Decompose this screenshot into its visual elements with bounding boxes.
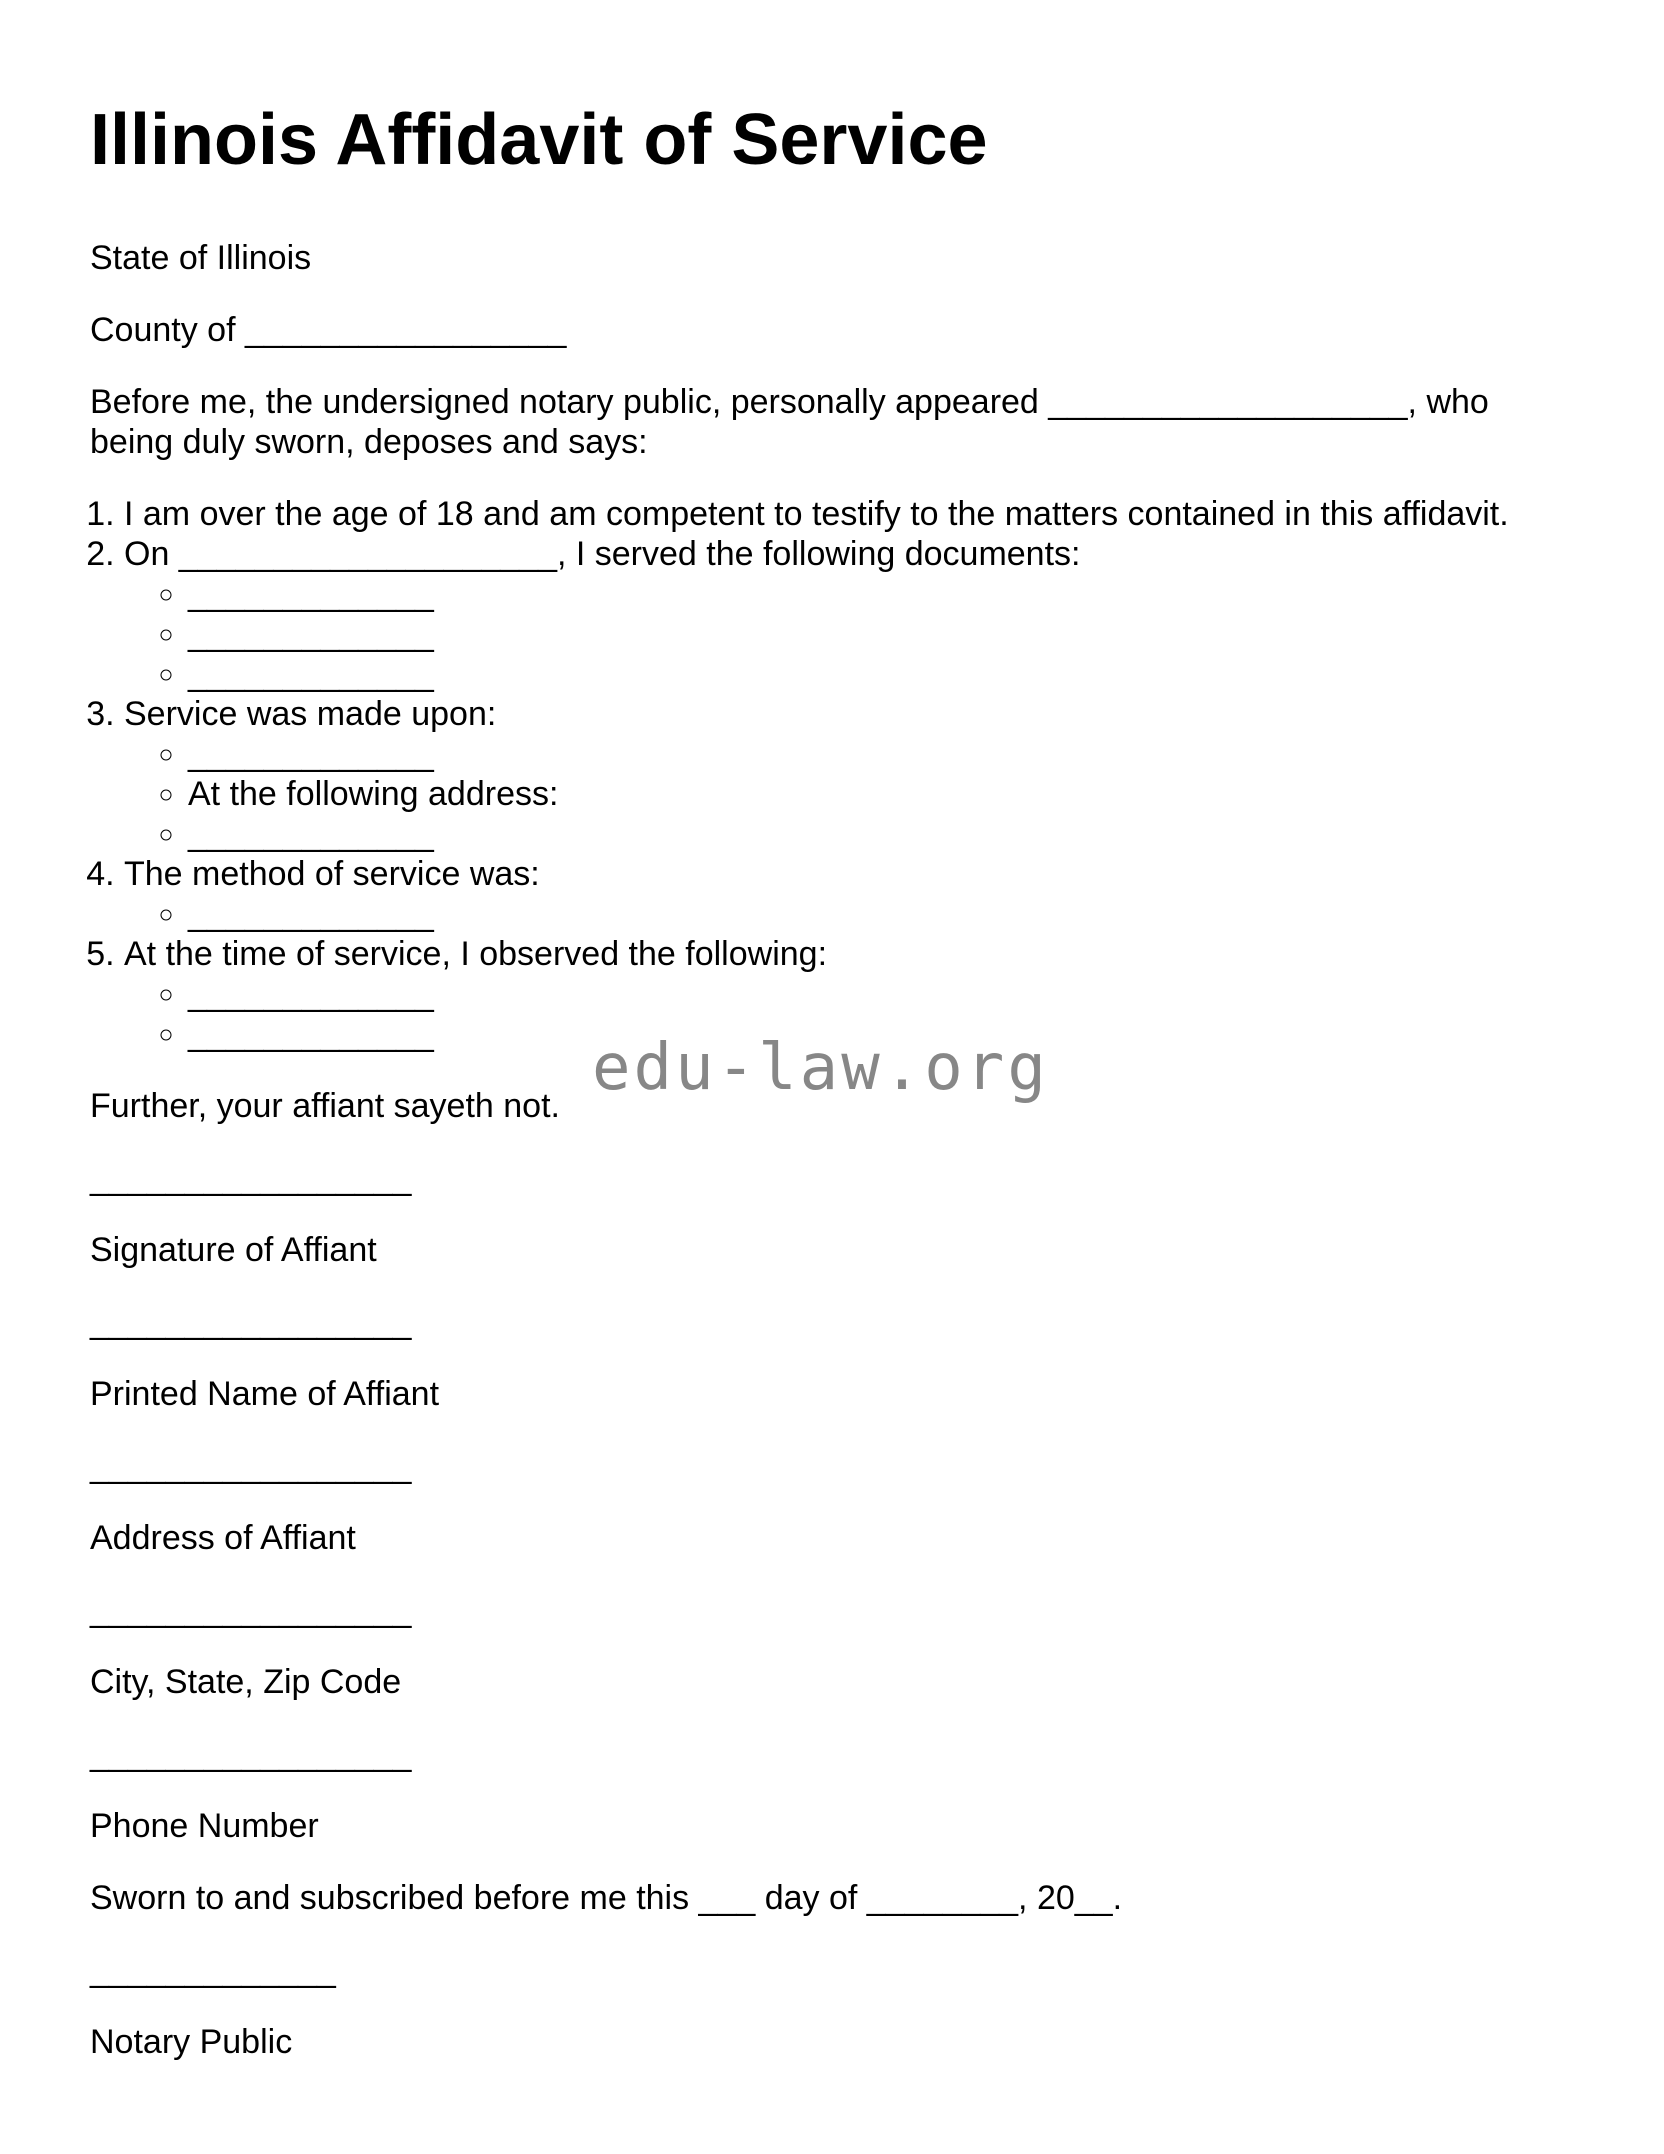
blank-line-text: _____________: [188, 895, 434, 933]
address-label: Address of Affiant: [90, 1519, 356, 1557]
sworn-statement-line: Sworn to and subscribed before me this ___ day of ________, 20__.: [90, 1879, 1123, 1917]
blank-line: [188, 614, 1534, 654]
documents-served-list: [124, 574, 1534, 694]
city-state-zip-blank-line: _________________: [90, 1591, 412, 1629]
statement-list: [90, 494, 1534, 1054]
statement-item-5-text: At the time of service, I observed the following:: [124, 935, 828, 973]
observations-list: [124, 974, 1534, 1054]
signature-blank-line: _________________: [90, 1159, 412, 1197]
blank-line: [188, 974, 1534, 1014]
watermark-text: edu-law.org: [592, 1031, 1049, 1105]
address-sub-label: [188, 774, 1534, 814]
statement-item-4-text: The method of service was:: [124, 855, 540, 893]
blank-line: [188, 814, 1534, 854]
statement-item-1: [124, 494, 1534, 534]
statement-item-5: [124, 934, 1534, 1054]
blank-line: [188, 734, 1534, 774]
printed-name-blank-line: _________________: [90, 1303, 412, 1341]
blank-line: [188, 894, 1534, 934]
address-sub-label-text: At the following address:: [188, 775, 559, 813]
address-blank-line: _________________: [90, 1447, 412, 1485]
blank-line-text: _____________: [188, 655, 434, 693]
blank-line-text: _____________: [188, 735, 434, 773]
statement-item-2-text: On ____________________, I served the following documents:: [124, 535, 1081, 573]
intro-paragraph: Before me, the undersigned notary public, personally appeared ___________________, who being duly sworn, deposes and says:: [90, 383, 1489, 461]
method-of-service-list: [124, 894, 1534, 934]
statement-item-4: [124, 854, 1534, 934]
state-line: State of Illinois: [90, 239, 312, 277]
statement-item-1-text: I am over the age of 18 and am competent to testify to the matters contained in this affidavit.: [124, 495, 1509, 533]
document-content: [90, 98, 1574, 2062]
city-state-zip-label: City, State, Zip Code: [90, 1663, 402, 1701]
closing-line: Further, your affiant sayeth not.: [90, 1087, 560, 1125]
notary-blank-line: _____________: [90, 1951, 336, 1989]
blank-line-text: _____________: [188, 615, 434, 653]
phone-blank-line: _________________: [90, 1735, 412, 1773]
statement-item-3-text: Service was made upon:: [124, 695, 497, 733]
blank-line-text: _____________: [188, 815, 434, 853]
statement-item-2: [124, 534, 1534, 694]
service-target-list: [124, 734, 1534, 854]
blank-line: [188, 654, 1534, 694]
blank-line-text: _____________: [188, 1015, 434, 1053]
document-title: Illinois Affidavit of Service: [90, 100, 988, 180]
statement-item-3: [124, 694, 1534, 854]
printed-name-label: Printed Name of Affiant: [90, 1375, 440, 1413]
county-line: County of _________________: [90, 311, 567, 349]
blank-line-text: _____________: [188, 975, 434, 1013]
signature-label: Signature of Affiant: [90, 1231, 377, 1269]
blank-line: [188, 1014, 1534, 1054]
blank-line: [188, 574, 1534, 614]
blank-line-text: _____________: [188, 575, 434, 613]
phone-label: Phone Number: [90, 1807, 319, 1845]
notary-label: Notary Public: [90, 2023, 293, 2061]
